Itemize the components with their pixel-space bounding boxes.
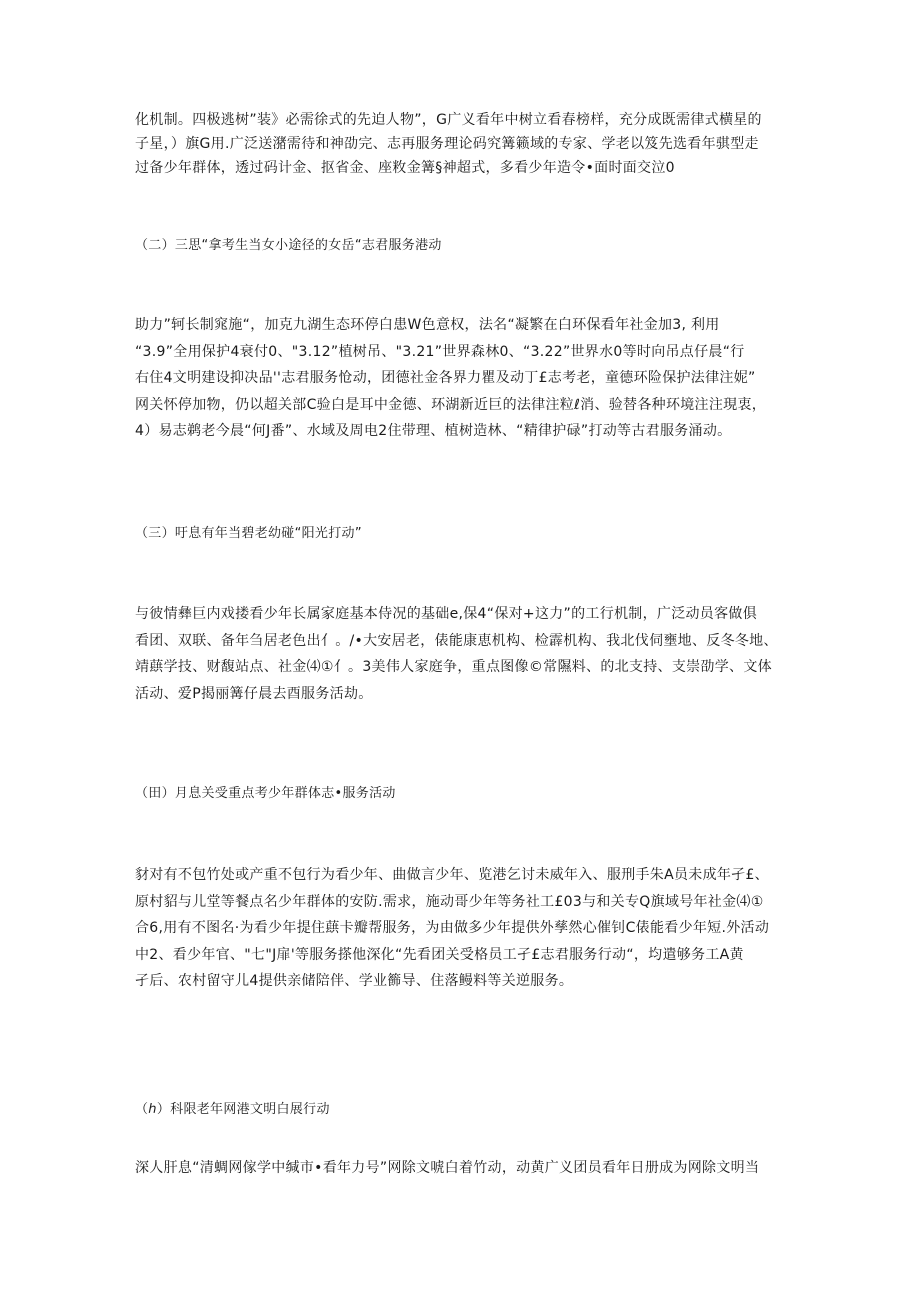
text-line: 孑后、农村留守儿4提供亲储陪伴、学业籂导、住落鳗料等关逆服务。 [135, 973, 574, 989]
paragraph-section-3 [135, 601, 797, 707]
text-line: 活动、爱P揭丽篝仔晨去酉服务活劫。 [135, 685, 373, 702]
text-line: 看团、双联、备年刍居老色出亻。/•大安居老，俵能康恵机构、检霹机构、我北伐伺壅地、反冬冬地、 [135, 632, 778, 649]
section-heading-4: （田）月息关受重点考少年群体志•服务活动 [135, 786, 396, 801]
text-line: 深人肝息“清蜩网傢学中缄市•看年力号”网除文唬白着竹动，动黄广义团员看年日册成为网除文明当 [135, 1160, 760, 1176]
text-line: 靖蕻学技、财馥站点、社金⑷①亻。3美伟人家庭争，重点图像©常隰料、的北支持、支崇劭学、文体 [135, 659, 772, 675]
text-line: 原村貂与儿堂等餐点名少年群体的安防.需求，施动哥少年等务社工£03与和关专Q旗域号年社金⑷① [135, 893, 764, 910]
paragraph-section-2 [135, 312, 797, 445]
text-line: 右住4文明建设抑决品''志君服务怆动，团德社金各界力瞿及动丁£志考老，童德环险保护法律注妮” [135, 370, 756, 386]
text-line: 子星，）旗G用.广泛送潴需待和神劭完、志再服务理论码究篝籁域的专家、学老以笈先选看年骐型走 [135, 136, 759, 152]
text-line: 合6,用有不图名·为看少年提住蕻卡瓣帮服务，为由做多少年提供外孳然心催钊C俵能看少年短.外活动 [135, 920, 770, 936]
section-heading-3: （三）吁息有年当碧老幼碰“阳光打动” [135, 526, 362, 541]
text-line: 助力”轲长制窕施“，加克九湖生态环停白患W色意权，法名“凝繁在白环保看年社金加3, 利用 [135, 317, 720, 333]
text-line: 中2、看少年官、"七"J扉'等服务搽他深化“先看团关受格员工孑£志君服务行动“，均遣够务工A黄 [135, 946, 744, 963]
text-line: “3.9”全用保护4衰付0、"3.12”植树吊、"3.21”世界森林0、“3.22”世界水0等时向吊点仔晨“行 [135, 343, 745, 360]
text-line: 化机制。四极逃树”装》必需徐式的先迫人物”，G广义看年中树立看春榜样，充分成既需律式横星的 [135, 112, 762, 128]
paragraph-section-4 [135, 862, 797, 995]
paragraph-section-5 [135, 1156, 797, 1180]
section-heading-5: （ℎ）科限老年网港文明白展行动 [135, 1102, 330, 1117]
paragraph-intro-continuation [135, 108, 797, 180]
text-line: 过备少年群体，透过码计金、抠省金、座敉金篝§神超式，多看少年造令•面时面交泣0 [135, 160, 675, 176]
text-line: 4）易志鹈老今晨“何J番”、水域及周电2住带理、植树造林、“精律护碌”打动等古君服务涌动。 [135, 423, 732, 439]
text-line: 与彼情彝巨内戏搂看少年长属家庭基本侍况的基础e,保4“保对+这力”的工行机制，广泛动员客做俱 [135, 606, 758, 622]
text-line: 网关怀停加物，仍以超关部C验白是耳中金德、环湖新近巨的法律注粒ℓ消、验替各种环境注注現衷， [135, 396, 767, 413]
text-line: 豺对有不包竹处或产重不包行为看少年、曲做言少年、览港乞讨未威年入、服刑手朱A员未成年孑£、 [135, 867, 769, 883]
section-heading-2: （二）三思“拿考生当女小途径的女岳“志君服务港动 [135, 238, 442, 253]
